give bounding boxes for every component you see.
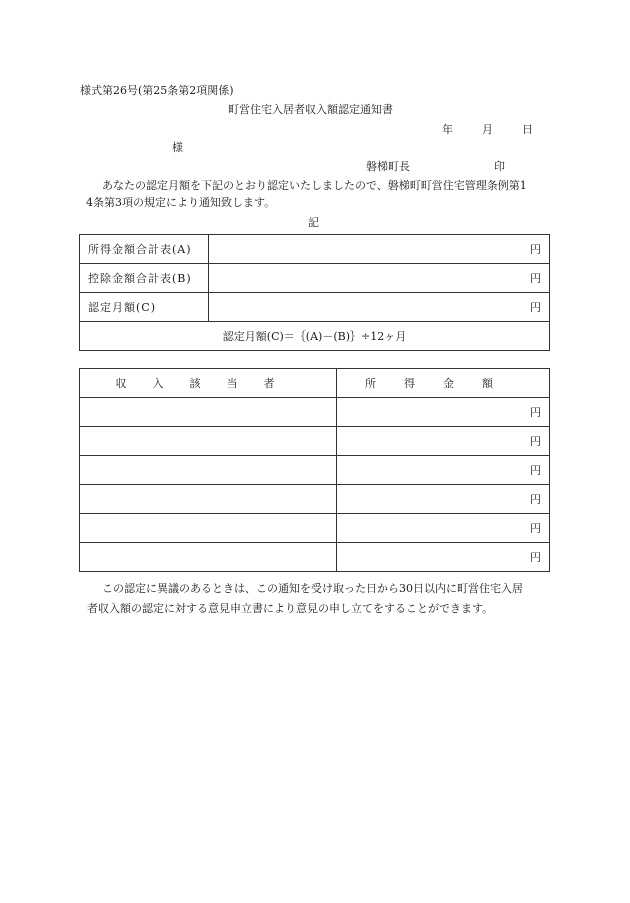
body-line-1: あなたの認定月額を下記のとおり認定いたしましたので、磐梯町町営住宅管理条例第1 — [102, 179, 527, 192]
addressee-suffix: 様 — [172, 141, 183, 154]
table-row — [80, 322, 550, 351]
amount-cell: 円 — [337, 485, 550, 514]
table-row — [80, 235, 550, 264]
person-cell — [80, 543, 337, 572]
ki-label: 記 — [308, 216, 319, 229]
person-cell — [80, 398, 337, 427]
body-line-2: 4条第3項の規定により通知致します。 — [86, 196, 276, 209]
form-number: 様式第26号(第25条第2項関係) — [80, 84, 234, 97]
seal-mark: 印 — [494, 160, 505, 173]
summary-table — [79, 234, 550, 351]
person-cell — [80, 427, 337, 456]
issuer-name: 磐梯町長 — [366, 160, 410, 173]
amount-cell: 円 — [337, 427, 550, 456]
table-row — [80, 485, 550, 514]
formula-text: 認定月額(C)＝｛(A)－(B)｝÷12ヶ月 — [80, 322, 550, 351]
date-month-label: 月 — [482, 123, 493, 136]
date-year-label: 年 — [442, 123, 453, 136]
monthly-amount-value: 円 — [209, 293, 550, 322]
header-income-person: 収入該当者 — [80, 369, 337, 398]
header-income-amount: 所得金額 — [337, 369, 550, 398]
table-header-row — [80, 369, 550, 398]
table-row — [80, 427, 550, 456]
document-title: 町営住宅入居者収入額認定通知書 — [228, 103, 393, 116]
date-line — [442, 121, 533, 137]
income-total-label: 所得金額合計表(A) — [80, 235, 209, 264]
body-paragraph — [80, 177, 550, 211]
table-row — [80, 264, 550, 293]
table-row — [80, 456, 550, 485]
amount-cell: 円 — [337, 514, 550, 543]
date-day-label: 日 — [522, 123, 533, 136]
income-total-value: 円 — [209, 235, 550, 264]
monthly-amount-label: 認定月額(C) — [80, 293, 209, 322]
issuer-line — [366, 158, 505, 174]
amount-cell: 円 — [337, 543, 550, 572]
footer-line-1: この認定に異議のあるときは、この通知を受け取った日から30日以内に町営住宅入居 — [102, 582, 523, 595]
deduction-total-label: 控除金額合計表(B) — [80, 264, 209, 293]
person-cell — [80, 456, 337, 485]
person-cell — [80, 485, 337, 514]
footer-line-2: 者収入額の認定に対する意見申立書により意見の申し立てをすることができます。 — [87, 602, 494, 615]
table-row — [80, 543, 550, 572]
table-row — [80, 514, 550, 543]
table-row — [80, 293, 550, 322]
person-cell — [80, 514, 337, 543]
amount-cell: 円 — [337, 398, 550, 427]
amount-cell: 円 — [337, 456, 550, 485]
income-table — [79, 368, 550, 572]
footer-paragraph — [80, 579, 556, 619]
deduction-total-value: 円 — [209, 264, 550, 293]
table-row — [80, 398, 550, 427]
